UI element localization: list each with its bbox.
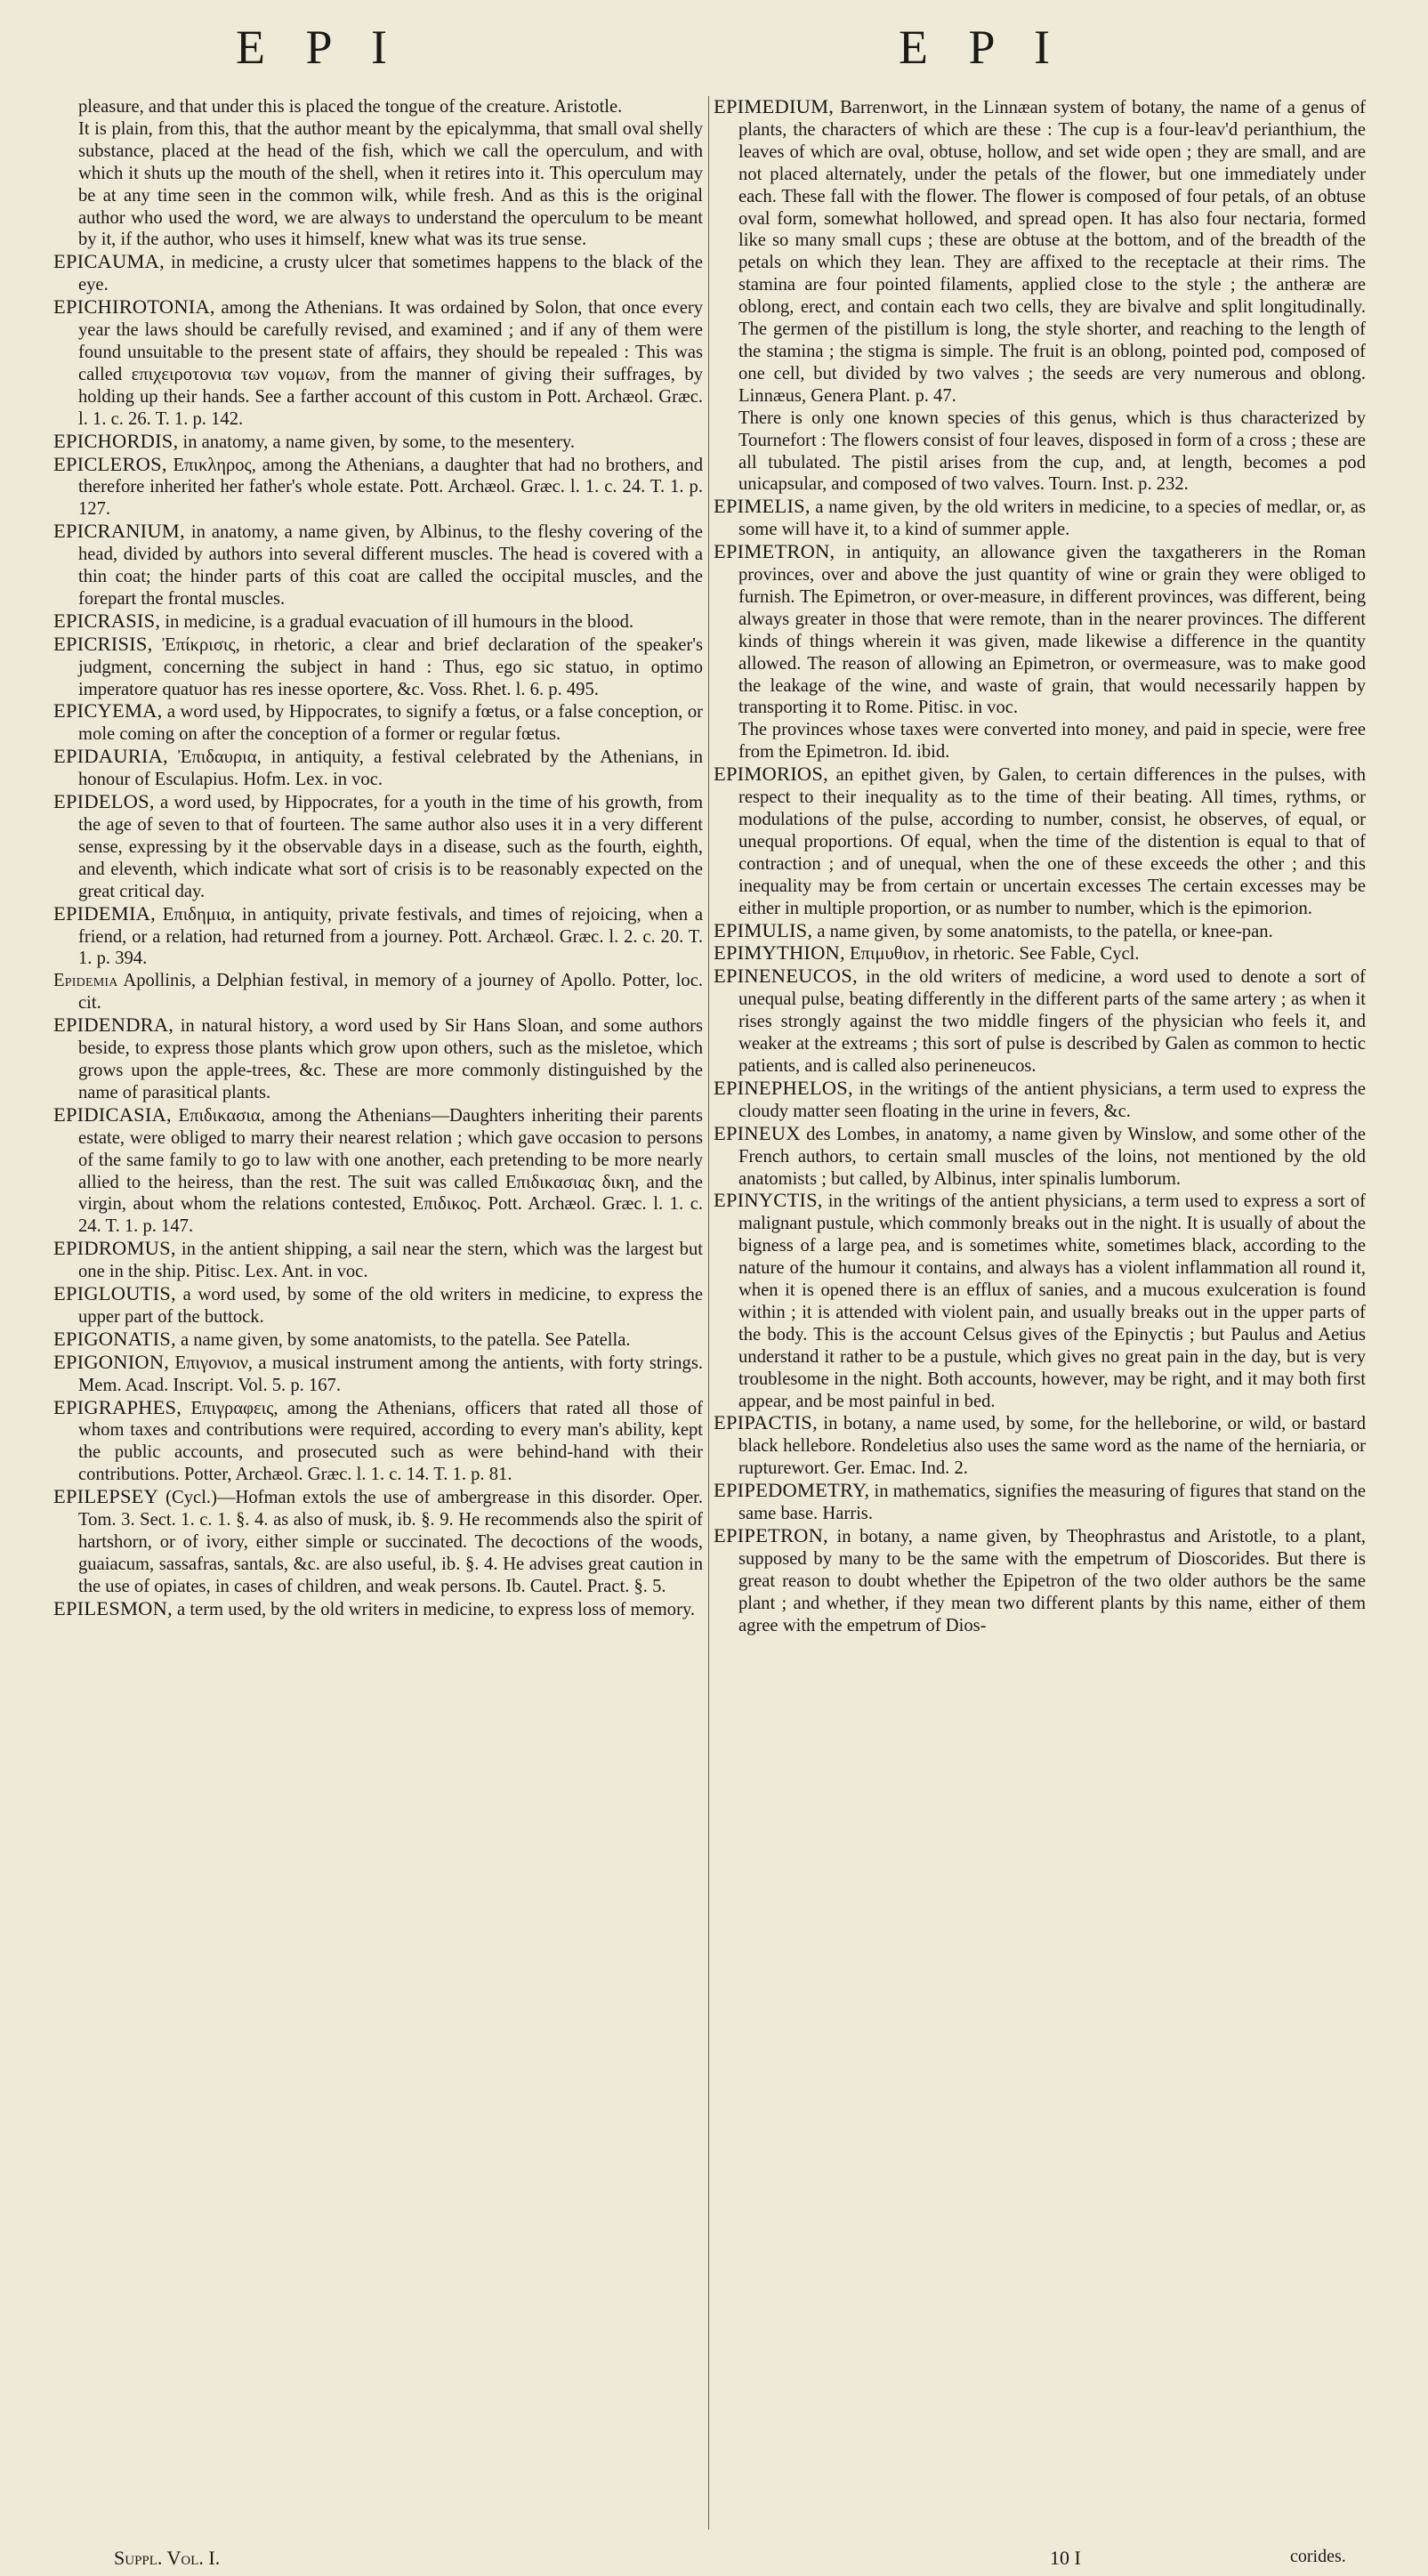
entry-headword: EPILEPSEY	[53, 1485, 159, 1508]
dictionary-entry	[53, 454, 703, 521]
dictionary-entry	[53, 118, 703, 251]
entry-headword: EPIGONION,	[53, 1350, 170, 1373]
dictionary-entry	[53, 1238, 703, 1283]
entry-text: in botany, a name used, by some, for the helleborine, or wild, or bastard black hellebore. Rondeletius also uses the same word as the name of the herniaria, or rupturewort. Ger. Emac. Ind. 2.	[738, 1414, 1366, 1479]
entry-headword: Epidemia	[53, 971, 118, 991]
entry-text: in medicine, is a gradual evacuation of ill humours in the blood.	[160, 611, 634, 632]
left-column	[53, 96, 703, 2525]
entry-text: in anatomy, a name given, by Albinus, to the fleshy covering of the head, divided by authors into several different muscles. The head is covered with a thin coat; the hinder parts of this coat are called the occipital muscles, and the forepart the frontal muscles.	[78, 522, 703, 609]
entry-headword: EPICAUMA,	[53, 250, 165, 273]
entry-headword: EPICRISIS,	[53, 632, 153, 655]
dictionary-entry	[53, 610, 703, 634]
entry-text: The provinces whose taxes were converted into money, and paid in specie, were free from the Epimetron. Id. ibid.	[738, 720, 1366, 763]
running-head-left: E P I	[236, 20, 401, 74]
dictionary-entry	[714, 965, 1366, 1078]
dictionary-entry	[714, 763, 1366, 919]
entry-headword: EPICRASIS,	[53, 609, 161, 632]
entry-text: Barrenwort, in the Linnæan system of botany, the name of a genus of plants, the characters of which are these : The cup is a four-leav'd perianthium, the leaves of which are oval, obtuse, hollow, and set wide open ; they are small, and are not placed alternately, under the petals of the flower, but one immediately under each. These fall with the flower. The flower is composed of four petals, of an obtuse oval form, somewhat hollowed, and spread open. It has also four nectaria, formed like so many small cups ; these are obtuse at the bottom, and of the breadth of the petals on which they lean. They are affixed to the receptacle at their rims. The stamina are four pointed filaments, applied close to the style ; the antheræ are oblong, erect, and contain each two cells, they are bivalve and split longitudinally. The germen of the pistillum is long, the style shorter, and reaching to the length of the stamina ; the stigma is simple. The fruit is an oblong, pointed pod, composed of one cell, but divided by two valves ; the seeds are very numerous and oblong. Linnæus, Genera Plant. p. 47.	[738, 98, 1366, 406]
entry-text: (Cycl.)—Hofman extols the use of ambergrease in this disorder. Oper. Tom. 3. Sect. 1. c. 1. §. 4. as also of musk, ib. §. 9. He recommends also the spirit of hartshorn, or of ivory, either simple or succinated. The decoctions of the woods, guaiacum, sassafras, santals, &c. are also useful, ib. §. 4. He advises great caution in the use of opiates, in cases of children, and weak persons. Ib. Cautel. Pract. §. 5.	[78, 1488, 703, 1596]
entry-text: in mathematics, signifies the measuring of figures that stand on the same base. Harris.	[738, 1482, 1366, 1524]
running-head-right: E P I	[899, 20, 1064, 74]
dictionary-entry	[53, 251, 703, 296]
dictionary-entry	[53, 1104, 703, 1238]
entry-text: Επιμυθιον, in rhetoric. See Fable, Cycl.	[844, 944, 1140, 965]
dictionary-entry	[53, 1598, 703, 1621]
entry-headword: EPIPEDOMETRY,	[714, 1479, 870, 1502]
entry-text: Apollinis, a Delphian festival, in memory of a journey of Apollo. Potter, loc. cit.	[78, 971, 703, 1013]
catchword: corides.	[1290, 2547, 1346, 2566]
dictionary-entry	[714, 1190, 1366, 1412]
entry-text: a name given, by some anatomists, to the patella. See Patella.	[175, 1329, 631, 1350]
entry-text: in antiquity, an allowance given the taxgatherers in the Roman provinces, over and above the just quantity of wine or grain they were obliged to furnish. The Epimetron, or over-measure, in different provinces, was different, being always greater in those that were remote, than in the nearer provinces. The different kinds of things wherein it was given, made likewise a difference in the quantity allowed. The reason of allowing an Epimetron, or overmeasure, was to make good the leakage of the wine, and waste of grain, that would necessarily happen by transporting it to Rome. Pitisc. in voc.	[738, 543, 1366, 718]
right-column	[714, 96, 1366, 2525]
entry-text: Επιγραφεις, among the Athenians, officers that rated all those of whom taxes and contributions were required, according to every man's ability, kept the public accounts, and prosecuted such as were behind-hand with their contributions. Potter, Archæol. Græc. l. 1. c. 14. T. 1. p. 81.	[78, 1398, 703, 1485]
dictionary-entry	[714, 942, 1366, 965]
entry-text: an epithet given, by Galen, to certain differences in the pulses, with respect to their inequality as to the time of their beating. All times, rythms, or modulations of the pulse, according to number, consist, he observes, of equal, or unequal proportions. Of equal, when the time of the distention is equal to that of contraction ; and of unequal, when the one of these exceeds the other ; and this inequality may be from certain or uncertain excesses The certain excesses may be either in multiple proportion, or as number to number, which is the epimorion.	[738, 765, 1366, 918]
entry-text: Ἐπιδαυρια, in antiquity, a festival celebrated by the Athenians, in honour of Esculapius. Hofm. Lex. in voc.	[78, 747, 703, 790]
entry-text: in botany, a name given, by Theophrastus and Aristotle, to a plant, supposed by many to be the same with the empetrum of Dioscorides. But there is great reason to doubt whether the Epipetron of the two older authors be the same plant ; and whether, if they mean two different plants by this name, either of them agree with the empetrum of Dios-	[738, 1527, 1366, 1635]
entry-headword: EPIMEDIUM,	[714, 96, 835, 117]
entry-headword: EPIDROMUS,	[53, 1237, 176, 1260]
entry-text: in anatomy, a name given, by some, to the mesentery.	[178, 432, 576, 452]
dictionary-entry	[714, 719, 1366, 763]
dictionary-entry	[714, 1480, 1366, 1525]
dictionary-entry	[53, 1486, 703, 1598]
entry-text: a word used, by Hippocrates, to signify a fœtus, or a false conception, or mole coming on after the conception of a former or regular fœtus.	[78, 702, 703, 745]
entry-text: It is plain, from this, that the author meant by the epicalymma, that small oval shelly substance, placed at the head of the fish, which we call the operculum, and with which it shuts up the mouth of the shell, when it retires into it. This operculum may be at any time seen in the common wilk, while fresh. And as this is the original author who used the word, we are always to understand the operculum to be meant by it, if the author, who uses it himself, knew what was its true sense.	[78, 118, 703, 250]
entry-text: Επικληρος, among the Athenians, a daughter that had no brothers, and therefore inherited her father's whole estate. Pott. Archæol. Græc. l. 1. c. 24. T. 1. p. 127.	[78, 455, 703, 520]
entry-headword: EPIGRAPHES,	[53, 1395, 182, 1418]
entry-text: Επιδημια, in antiquity, private festivals, and times of rejoicing, when a friend, or a relation, had returned from a journey. Pott. Archæol. Græc. l. 2. c. 20. T. 1. p. 394.	[78, 904, 703, 969]
signature-mark: Suppl. Vol. I.	[114, 2547, 221, 2569]
entry-headword: EPICLEROS,	[53, 452, 167, 475]
entry-text: in medicine, a crusty ulcer that sometimes happens to the black of the eye.	[78, 253, 703, 295]
entry-headword: EPIDICASIA,	[53, 1102, 172, 1126]
dictionary-entry	[53, 521, 703, 610]
dictionary-entry	[714, 408, 1366, 497]
dictionary-entry	[53, 1014, 703, 1104]
dictionary-entry	[714, 1412, 1366, 1480]
entry-text: in the writings of the antient physicians, a term used to express a sort of malignant pustule, which commonly breaks out in the night. It is usually of about the bigness of a large pea, and is sometimes white, sometimes black, according to the nature of the humour it contains, and always has a violent inflammation all round it, when it is opened there is an efflux of sanies, and a mucous exulceration is found within ; it is attended with violent pain, and usually breaks out in the upper parts of the body. This is the account Celsus gives of the Epinyctis ; but Paulus and Aetius understand it rather to be a pustule, which gives no great pain in the day, but is very troublesome in the night. Both accounts, however, may be right, and it may both first appear, and be most painful in bed.	[738, 1191, 1366, 1411]
entry-text: a name given, by some anatomists, to the patella, or knee-pan.	[812, 921, 1273, 941]
dictionary-entry	[53, 634, 703, 701]
entry-headword: EPINENEUCOS,	[714, 965, 858, 988]
entry-text: pleasure, and that under this is placed the tongue of the creature. Aristotle.	[78, 97, 623, 117]
entry-headword: EPICYEMA,	[53, 699, 163, 723]
entry-text: among the Athenians. It was ordained by Solon, that once every year the laws should be carefully revised, and examined ; and if any of them were found unsuitable to the present state of affairs, they should be repealed : This was called επιχειροτονια των νομων, from the manner of giving their suffrages, by holding up their hands. See a farther account of this custom in Pott. Archæol. Græc. l. 1. c. 26. T. 1. p. 142.	[78, 298, 703, 429]
dictionary-entry	[53, 1352, 703, 1397]
dictionary-entry	[714, 1078, 1366, 1123]
entry-headword: EPICRANIUM,	[53, 520, 185, 543]
entry-headword: EPIDELOS,	[53, 790, 155, 813]
dictionary-entry	[714, 96, 1366, 408]
entry-headword: EPIPETRON,	[714, 1524, 828, 1546]
entry-headword: EPIGLOUTIS,	[53, 1282, 176, 1305]
entry-text: des Lombes, in anatomy, a name given by Winslow, and some other of the French authors, to certain small muscles of the loins, not mentioned by the old anatomists ; but called, by Albinus, inter spinalis lumborum.	[738, 1124, 1366, 1189]
entry-headword: EPIMULIS,	[714, 918, 813, 941]
dictionary-entry	[714, 541, 1366, 719]
entry-text: a term used, by the old writers in medicine, to express loss of memory.	[172, 1599, 696, 1619]
entry-text: Επιγονιον, a musical instrument among the antients, with forty strings. Mem. Acad. Inscript. Vol. 5. p. 167.	[78, 1353, 703, 1395]
entry-headword: EPILESMON,	[53, 1596, 173, 1619]
entry-headword: EPINEUX	[714, 1121, 801, 1144]
entry-headword: EPICHIROTONIA,	[53, 295, 215, 319]
dictionary-entry	[714, 496, 1366, 541]
dictionary-entry	[714, 920, 1366, 943]
dictionary-entry	[53, 1283, 703, 1328]
entry-text: in the writings of the antient physicians, a term used to express the cloudy matter seen floating in the urine in fevers, &c.	[738, 1078, 1366, 1121]
dictionary-entry	[53, 700, 703, 746]
entry-headword: EPICHORDIS,	[53, 429, 179, 452]
entry-text: a word used, by some of the old writers in medicine, to express the upper part of the buttock.	[78, 1285, 703, 1327]
entry-headword: EPIDENDRA,	[53, 1013, 174, 1037]
dictionary-entry	[714, 1123, 1366, 1191]
entry-headword: EPIDAURIA,	[53, 745, 168, 768]
entry-text: There is only one known species of this genus, which is thus characterized by Tournefort : The flowers consist of four leaves, disposed in form of a cross ; these are all tubulated. The pistil arises from the cup, and, at length, becomes a pod unicapsular, and composed of two valves. Tourn. Inst. p. 232.	[738, 408, 1366, 495]
entry-text: Ἐπίκρισις, in rhetoric, a clear and brief declaration of the speaker's judgment, concerning the subject in hand : Thus, ego sic statuo, in optimo imperatore quatuor has res inesse oportere, &c. Voss. Rhet. l. 6. p. 495.	[78, 634, 703, 699]
dictionary-entry	[53, 96, 703, 118]
page-footer	[0, 2547, 1428, 2573]
running-head	[0, 20, 1428, 82]
page-number: 10 I	[1050, 2547, 1081, 2569]
entry-text: in the antient shipping, a sail near the stern, which was the largest but one in the ship. Pitisc. Lex. Ant. in voc.	[78, 1240, 703, 1282]
entry-headword: EPINYCTIS,	[714, 1189, 823, 1212]
dictionary-entry	[53, 1328, 703, 1352]
entry-headword: EPIMETRON,	[714, 540, 835, 563]
entry-headword: EPIMELIS,	[714, 495, 811, 518]
entry-headword: EPIMORIOS,	[714, 763, 828, 786]
entry-headword: EPIPACTIS,	[714, 1411, 818, 1434]
dictionary-entry	[53, 746, 703, 791]
entry-text: in the old writers of medicine, a word used to denote a sort of unequal pulse, beating differently in the different parts of the same artery ; as when it rises strongly against the two middle fingers of the physician who feels it, and weaker at the extreams ; this sort of pulse is described by Galen as common to hectic patients, and is called also perineneucos.	[738, 967, 1366, 1076]
dictionary-entry	[53, 296, 703, 430]
column-rule	[708, 96, 709, 2530]
entry-headword: EPIGONATIS,	[53, 1327, 176, 1350]
entry-text: in natural history, a word used by Sir Hans Sloan, and some authors beside, to express those plants which grow upon others, such as the misletoe, which grows upon the apple-trees, &c. These are more commonly distinguished by the name of parasitical plants.	[78, 1016, 703, 1102]
dictionary-entry	[53, 970, 703, 1014]
dictionary-entry	[53, 431, 703, 454]
entry-headword: EPIDEMIA,	[53, 901, 156, 925]
dictionary-entry	[53, 791, 703, 903]
entry-headword: EPIMYTHION,	[714, 941, 845, 965]
entry-text: a name given, by the old writers in medicine, to a species of medlar, or, as some will have it, to a kind of summer apple.	[738, 497, 1366, 540]
dictionary-entry	[53, 903, 703, 971]
entry-text: Επιδικασια, among the Athenians—Daughters inheriting their parents estate, were obliged to marry their nearest relation ; which gave occasion to persons of the same family to go to law with one another, each pretending to be more nearly allied to the heiress, than the rest. The suit was called Επιδικασιας δικη, and the virgin, about whom the relations contested, Επιδικος. Pott. Archæol. Græc. l. 1. c. 24. T. 1. p. 147.	[78, 1105, 703, 1237]
dictionary-entry	[714, 1525, 1366, 1637]
entry-headword: EPINEPHELOS,	[714, 1076, 853, 1099]
entry-text: a word used, by Hippocrates, for a youth in the time of his growth, from the age of seven to that of fourteen. The same author also uses it in a very different sense, expressing by it the observable days in a disease, such as the fourth, eighth, and eleventh, which indicate what sort of crisis is to be reasonably expected on the great critical day.	[78, 793, 703, 901]
dictionary-entry	[53, 1397, 703, 1487]
